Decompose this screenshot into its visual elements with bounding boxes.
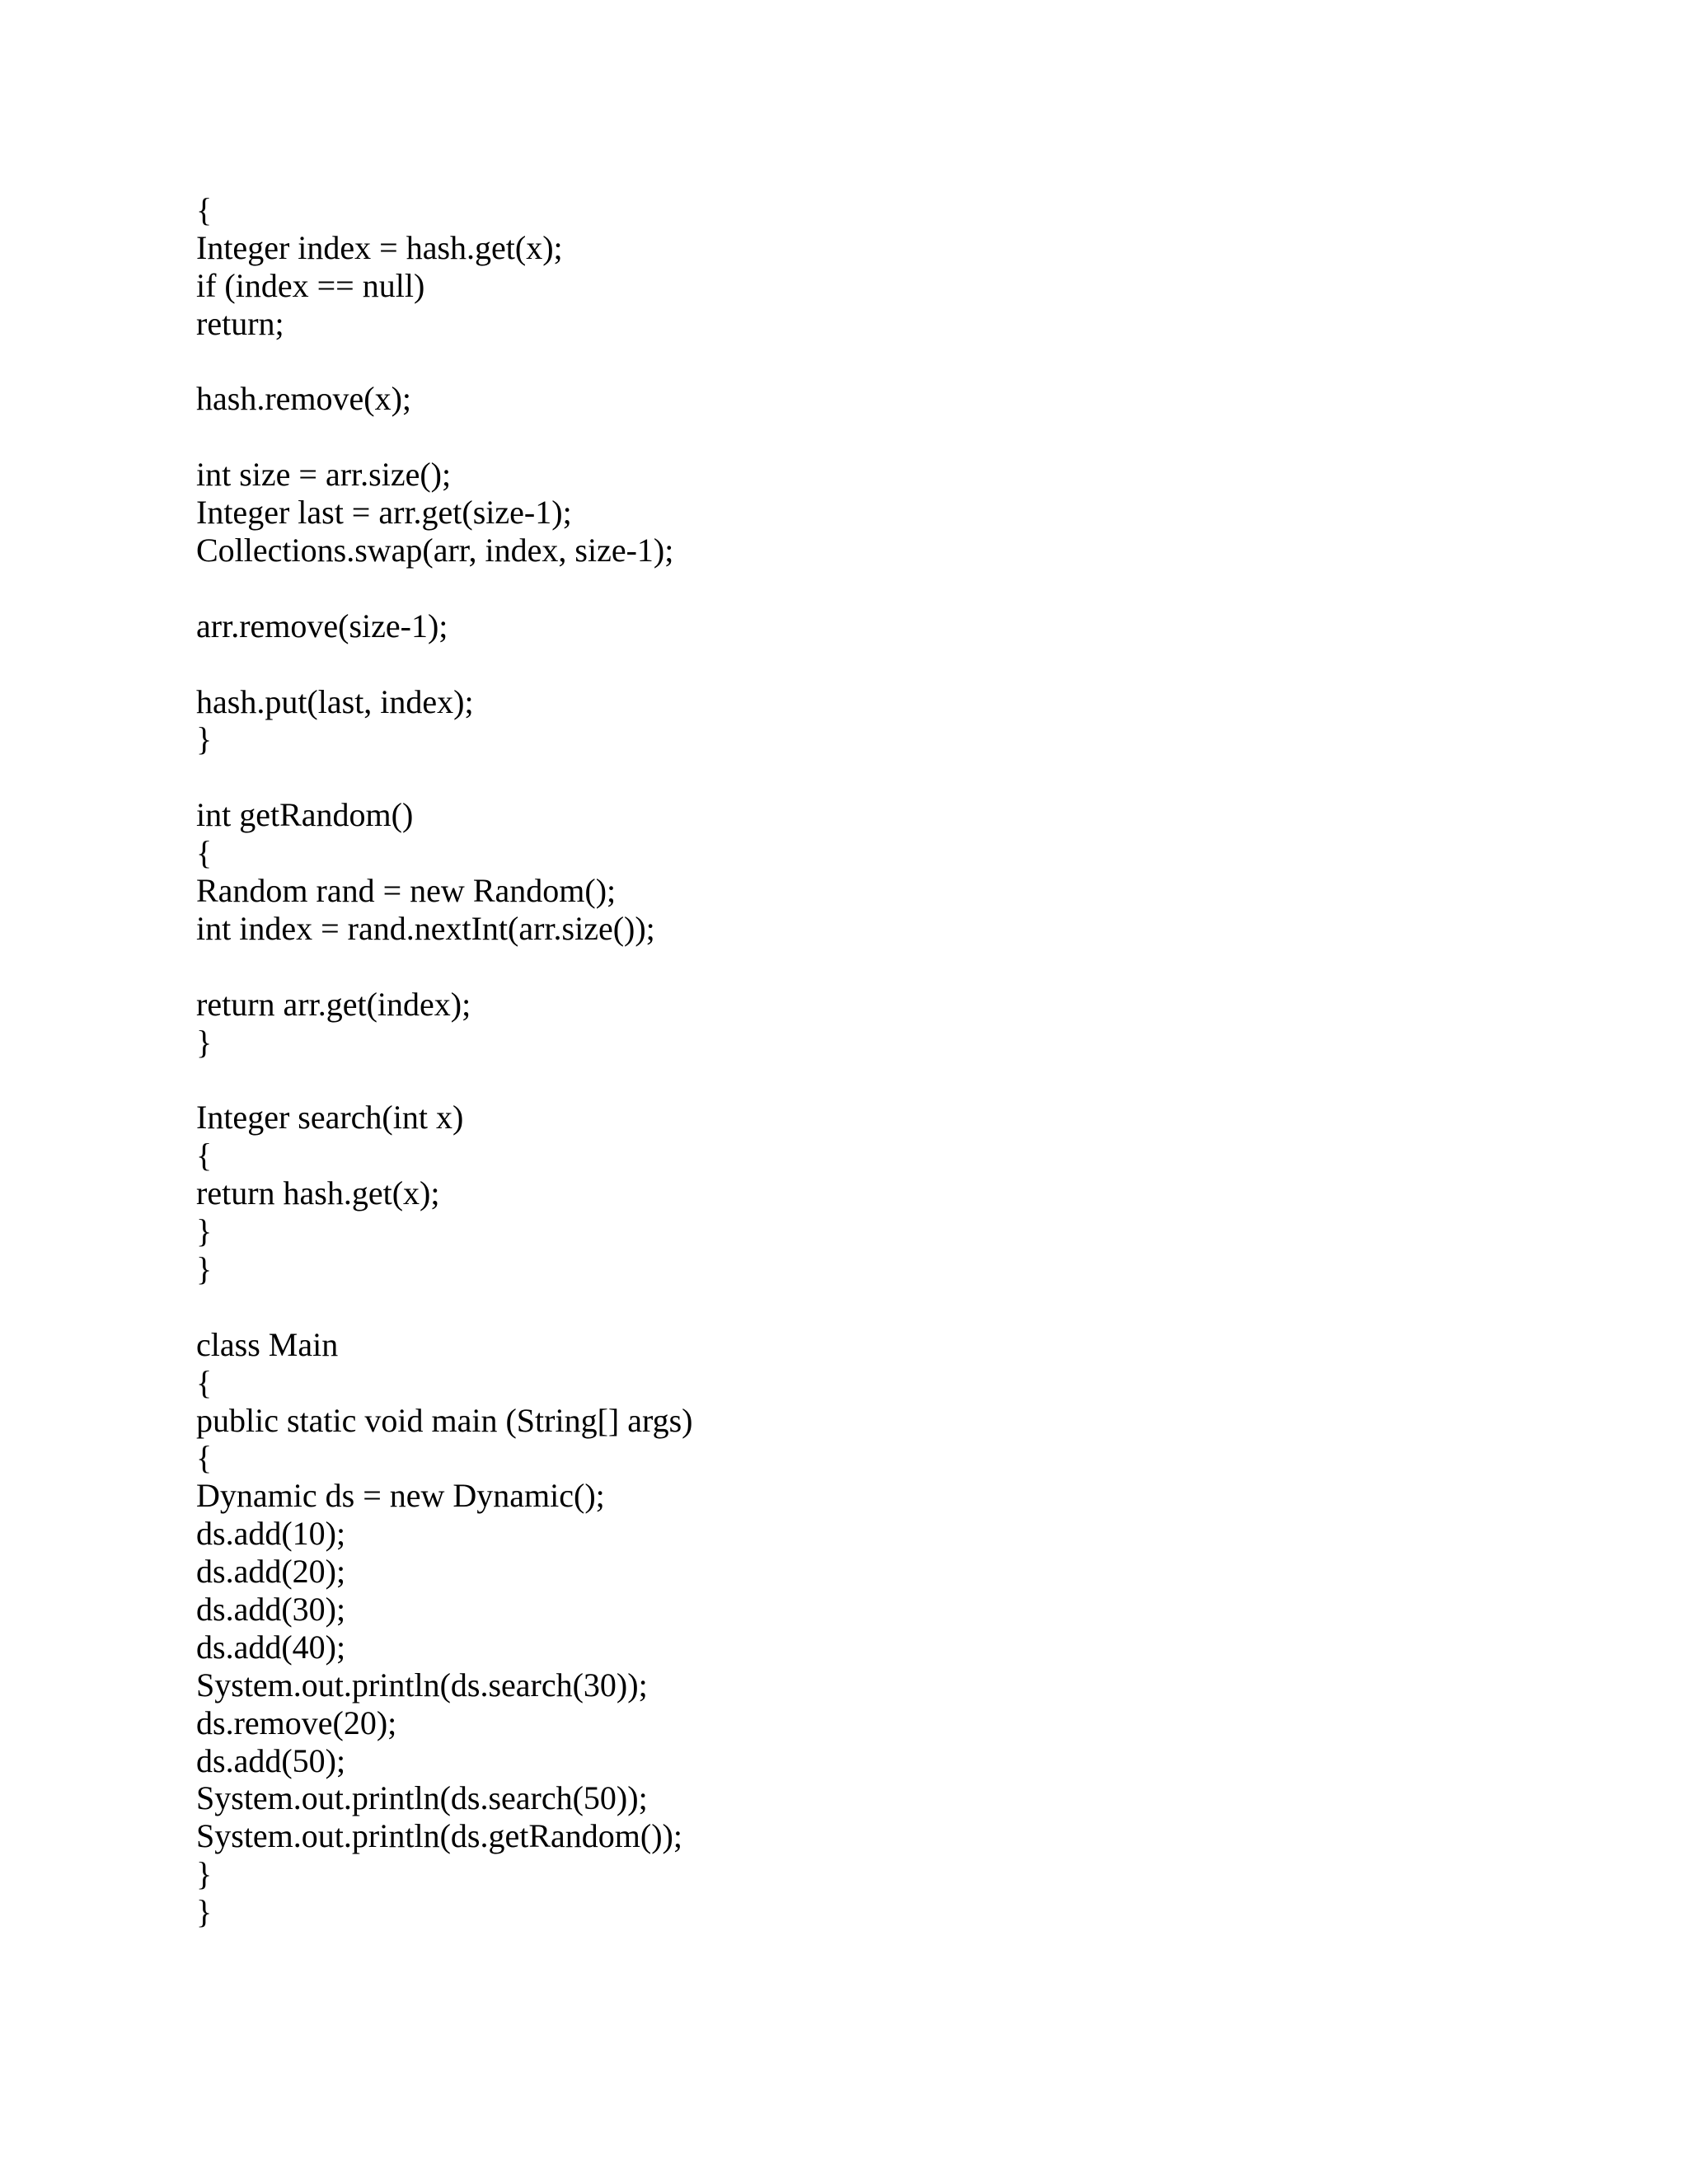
code-line: System.out.println(ds.getRandom()); xyxy=(196,1817,682,1855)
code-line: System.out.println(ds.search(50)); xyxy=(196,1779,648,1817)
code-line: hash.put(last, index); xyxy=(196,682,474,720)
code-line: return hash.get(x); xyxy=(196,1174,440,1212)
code-line: arr.remove(size-1); xyxy=(196,607,448,644)
code-line: } xyxy=(196,1855,213,1893)
code-line: hash.remove(x); xyxy=(196,380,412,418)
blank-line xyxy=(196,1061,1597,1099)
code-line: Integer index = hash.get(x); xyxy=(196,228,563,266)
code-line: Integer search(int x) xyxy=(196,1099,464,1137)
blank-line xyxy=(196,343,1597,381)
blank-line xyxy=(196,569,1597,607)
code-line: ds.add(30); xyxy=(196,1590,346,1628)
blank-line xyxy=(196,645,1597,683)
code-line: } xyxy=(196,1212,213,1250)
code-line: } xyxy=(196,1023,213,1061)
code-line: } xyxy=(196,720,213,758)
code-line: return arr.get(index); xyxy=(196,985,471,1023)
code-line: Integer last = arr.get(size-1); xyxy=(196,494,572,532)
code-line: ds.add(40); xyxy=(196,1628,346,1666)
code-line: if (index == null) xyxy=(196,266,425,304)
code-line: System.out.println(ds.search(30)); xyxy=(196,1666,648,1704)
code-line: Collections.swap(arr, index, size-1); xyxy=(196,532,674,569)
code-listing xyxy=(196,191,1597,1931)
code-line: ds.add(10); xyxy=(196,1515,346,1553)
blank-line xyxy=(196,948,1597,986)
code-line: { xyxy=(196,834,213,872)
blank-line xyxy=(196,418,1597,456)
code-line: return; xyxy=(196,304,284,342)
code-line: public static void main (String[] args) xyxy=(196,1401,693,1439)
code-line: { xyxy=(196,1439,213,1477)
code-line: Dynamic ds = new Dynamic(); xyxy=(196,1477,605,1515)
code-line: class Main xyxy=(196,1325,339,1363)
code-line: { xyxy=(196,1137,213,1174)
code-line: { xyxy=(196,1363,213,1401)
blank-line xyxy=(196,758,1597,796)
code-line: int getRandom() xyxy=(196,796,414,834)
code-line: } xyxy=(196,1893,213,1931)
code-line: int index = rand.nextInt(arr.size()); xyxy=(196,909,655,947)
code-line: { xyxy=(196,191,213,228)
code-line: ds.remove(20); xyxy=(196,1704,397,1741)
code-line: int size = arr.size(); xyxy=(196,456,452,494)
code-line: ds.add(20); xyxy=(196,1553,346,1591)
code-line: Random rand = new Random(); xyxy=(196,872,617,910)
blank-line xyxy=(196,1288,1597,1326)
code-line: } xyxy=(196,1249,213,1287)
code-line: ds.add(50); xyxy=(196,1741,346,1779)
